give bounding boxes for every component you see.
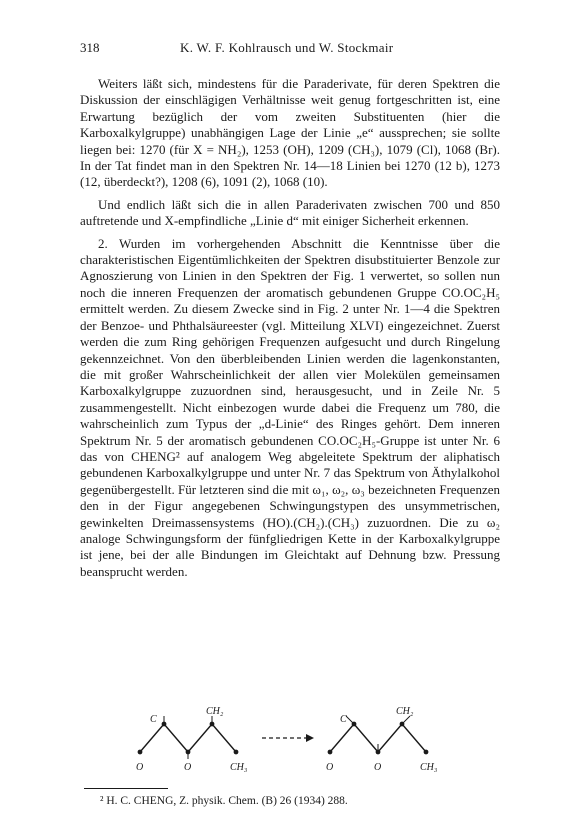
footnote: ² H. C. CHENG, Z. physik. Chem. (B) 26 (1934) 288. [100,795,348,807]
body-text [80,76,500,580]
label-c-right: C [340,714,347,725]
paragraph: 2. Wurden im vorhergehenden Abschnitt die Kenntnisse über die charakteristischen Eigentümlichkeiten der Spektren disubstituierter Benzole zur Agnoszierung von Linien in den Spektren der Fig. 1 verwertet, so sollen nun noch die inneren Frequenzen der aromatisch gebundenen Gruppe CO.OC₂H₅ ermittelt werden. Zu diesem Zwecke sind in Fig. 2 unter Nr. 1—4 die Spektren der Benzoe- und Phthalsäureester (vgl. Mitteilung XLVI) eingezeichnet. Zuerst werden die zum Ring gehörigen Frequenzen aufgesucht und durch Ringelung gekennzeichnet. Von den überbleibenden Linien werden die lagenkonstanten, die mit großer Wahrscheinlichkeit der allen vier Molekülen gemeinsamen Karboxalkylgruppe zuzuordnen sind, herausgesucht, und in Zeile Nr. 5 zusammengestellt. Nicht einbezogen wurde dabei die Frequenz um 780, die wahrscheinlich zum Typus der „d-Linie“ des Ringes gehört. Dem inneren Spektrum Nr. 5 der aromatisch gebundenen CO.OC₂H₅-Gruppe ist unter Nr. 6 das von CHENG² auf analogem Weg abgeleitete Spektrum der aliphatisch gebundenen Karboxalkylgruppe und unter Nr. 7 das Spektrum von Äthylalkohol gegenübergestellt. Für letzteren sind die mit ω₁, ω₂, ω₃ bezeichneten Frequenzen den in der Figur angegebenen Schwingungstypen des unsymmetrischen, gewinkelten Dreimassensystems (HO).(CH₂).(CH₃) zuzuordnen. Die zu ω₂ analoge Schwingungsform der fünfgliedrigen Kette in der Karboxalkylgruppe ist jene, bei der alle Bindungen im Gleichtakt auf Dehnung bzw. Pressung beansprucht werden. [80,235,500,579]
transition-arrow [262,734,314,742]
label-ch2-left: CH₂ [206,706,224,717]
label-c-left: C [150,714,157,725]
footnote-divider [84,788,168,789]
label-o2-left: O [184,762,192,773]
label-ch3-right: CH₃ [420,762,438,773]
label-ch3-left: CH₃ [230,762,248,773]
page-number: 318 [80,40,100,55]
chain-right [326,706,438,773]
label-ch2-right: CH₂ [396,706,414,717]
paragraph: Weiters läßt sich, mindestens für die Paraderivate, für deren Spektren die Diskussion der einschlägigen Verhältnisse weit genug fortgeschritten ist, eine Erwartung bezüglich der vom zweiten Substituenten (hier die Karboxalkylgruppe) unabhängigen Lage der Linie „e“ aussprechen; sie sollte liegen bei: 1270 (für X = NH₂), 1253 (OH), 1209 (CH₃), 1079 (Cl), 1068 (Br). In der Tat findet man in den Spektren Nr. 14—18 Linien bei 1270 (12 b), 1273 (12, überdeckt?), 1208 (6), 1091 (2), 1068 (10). [80,76,500,190]
vibration-diagram [130,702,450,782]
label-o2-right: O [374,762,382,773]
running-head-authors: K. W. F. Kohlrausch und W. Stockmair [180,40,394,55]
label-o1-right: O [326,762,334,773]
paragraph: Und endlich läßt sich die in allen Paraderivaten zwischen 700 und 850 auftretende und X-empfindliche „Linie d“ mit einiger Sicherheit erkennen. [80,196,500,229]
chain-left [136,706,248,773]
label-o1-left: O [136,762,144,773]
